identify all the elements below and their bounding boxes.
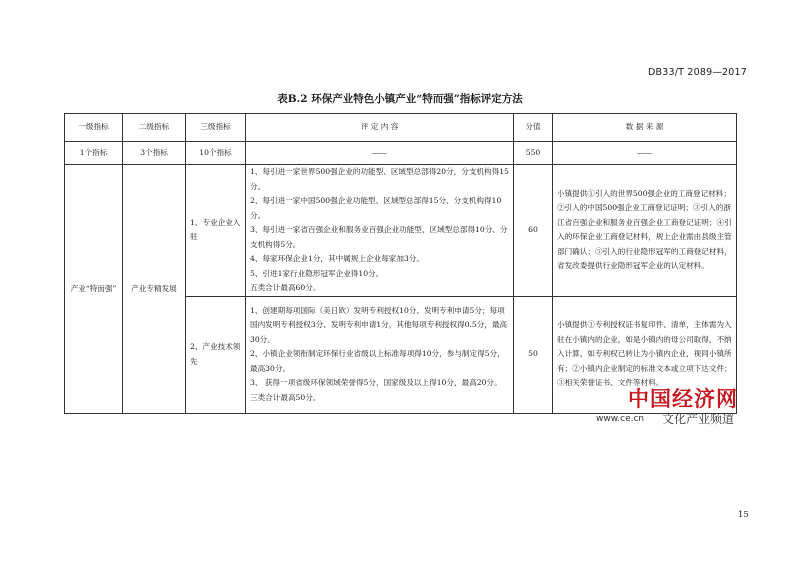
content-line: 3、 获得一项省级环保领域荣誉得5分，国家级及以上得10分，最高20分。 (250, 378, 502, 388)
level3-cell: 1、专业企业入驻 (186, 165, 246, 297)
content-line: 五类合计最高60分。 (250, 283, 321, 292)
content-line: 5、引进1家行业隐形冠军企业得10分。 (250, 268, 384, 278)
table-header-row (65, 114, 737, 142)
content-line: 1、创建期每项国际（美日欧）发明专利授权10分、发明专利申请5分；每项国内发明专利授权3分、发明专利申请1分，其他每项专利授权得0.5分，最高30分。 (250, 305, 508, 344)
count-level1: 1个指标 (65, 142, 123, 165)
content-line: 1、每引进一家世界500强企业的功能型、区域型总部得20分，分支机构得15分。 (250, 167, 509, 191)
content-line: 4、每家环保企业1分，其中属规上企业每家加3分。 (250, 254, 424, 263)
header-score: 分值 (514, 114, 553, 142)
table-title: 表B.2 环保产业特色小镇产业“特而强”指标评定方法 (277, 93, 523, 105)
level3-cell: 2、产业技术领先 (186, 296, 246, 413)
header-level2: 二级指标 (123, 114, 186, 142)
level2-cell: 产业专精发展 (123, 165, 186, 414)
level1-cell: 产业“特而强” (65, 165, 123, 414)
content-line: 2、小镇企业领衔制定环保行业省级以上标准每项得10分，参与制定得5分，最高30分。 (250, 349, 505, 373)
source-cell: 小镇提供①引入的世界500强企业的工商登记材料；②引入的中国500强企业工商登记证明；③引入的浙江省百强企业和服务业百强企业工商登记证明；④引入的环保企业工商登记材料，规上企业需由县级主管部门确认；⑤引入的行业隐形冠军的工商登记材料，省发改委提供行业隐形冠军企业的认定材料。 (553, 165, 737, 297)
header-level3: 三级指标 (186, 114, 246, 142)
watermark-name: 中国经济网 (628, 386, 738, 411)
count-content: —— (246, 142, 514, 165)
count-level2: 3个指标 (123, 142, 186, 165)
count-source: —— (553, 142, 737, 165)
watermark-url: www.ce.cn (596, 414, 645, 424)
score-cell: 50 (514, 296, 553, 413)
source-cell: 小镇提供①专利授权证书复印件、清单，主体需为入驻在小镇内的企业，如是小镇内的母公司取得，不纳入计算，如专利权已转让为小镇内企业，视同小镇所有；②小镇内企业制定的标准文本或立项下达文件；③相关荣誉证书、文件等材料。 (553, 296, 737, 413)
header-content: 评 定 内 容 (246, 114, 514, 142)
evaluation-table (64, 113, 737, 414)
watermark-logo (596, 383, 758, 426)
count-level3: 10个指标 (186, 142, 246, 165)
score-cell: 60 (514, 165, 553, 297)
header-source: 数 据 来 源 (553, 114, 737, 142)
table-row (65, 165, 737, 297)
page-number: 15 (738, 510, 749, 520)
count-row (65, 142, 737, 165)
content-cell (246, 296, 514, 413)
content-line: 三类合计最高50分。 (250, 392, 321, 402)
standard-code: DB33/T 2089—2017 (648, 67, 747, 78)
content-line: 3、每引进一家省百强企业和服务业百强企业功能型、区域型总部得10分、分支机构得5分。 (250, 225, 508, 249)
header-level1: 一级指标 (65, 114, 123, 142)
content-cell (246, 165, 514, 297)
content-line: 2、每引进一家中国500强企业功能型、区域型总部得15分、分支机构得10分。 (250, 196, 502, 220)
count-score: 550 (514, 142, 553, 165)
watermark-channel: 文化产业频道 (662, 412, 735, 426)
